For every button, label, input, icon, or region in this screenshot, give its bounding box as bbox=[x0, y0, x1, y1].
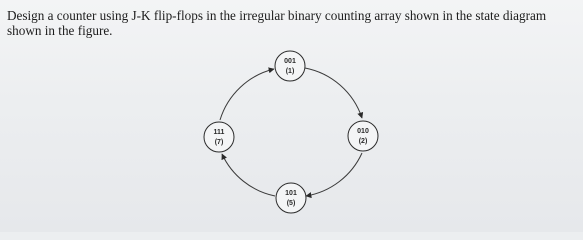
transition-arrow-111-to-001 bbox=[220, 69, 274, 120]
state-circle bbox=[275, 51, 305, 81]
state-node-010 bbox=[348, 121, 378, 151]
state-node-111 bbox=[204, 122, 234, 152]
problem-statement: Design a counter using J-K flip-flops in the irregular binary counting array shown in the state diagram shown in the figure. bbox=[7, 8, 547, 38]
transition-arrow-101-to-111 bbox=[222, 154, 275, 196]
state-number: (5) bbox=[286, 200, 296, 207]
state-number: (7) bbox=[214, 139, 224, 146]
transition-arrow-001-to-010 bbox=[305, 68, 362, 118]
state-circle bbox=[276, 183, 306, 213]
state-circle bbox=[348, 121, 378, 151]
state-node-001 bbox=[275, 51, 305, 81]
state-code: 111 bbox=[213, 129, 225, 136]
state-number: (1) bbox=[285, 68, 295, 75]
transition-arrow-010-to-101 bbox=[306, 153, 362, 196]
state-node-101 bbox=[276, 183, 306, 213]
state-number: (2) bbox=[358, 138, 368, 145]
state-code: 010 bbox=[357, 128, 369, 135]
state-circle bbox=[204, 122, 234, 152]
state-code: 101 bbox=[285, 190, 297, 197]
state-code: 001 bbox=[284, 58, 296, 65]
